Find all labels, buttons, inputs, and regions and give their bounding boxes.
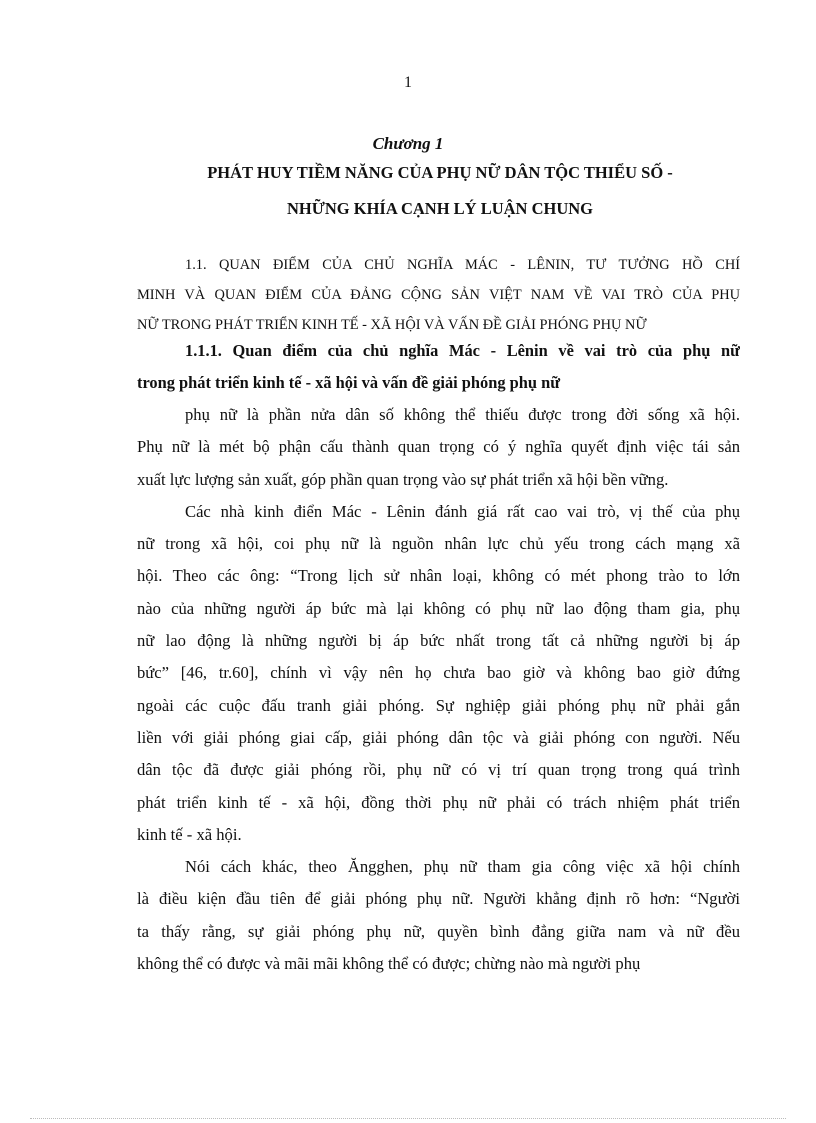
section-heading-line: 1.1. QUAN ĐIỂM CỦA CHỦ NGHĨA MÁC - LÊNIN, TƯ TƯỞNG HỒ CHÍ [185,257,740,273]
body-line: bức” [46, tr.60], chính vì vậy nên họ chưa bao giờ và không bao giờ đứng [137,663,740,683]
body-line: ta thấy rằng, sự giải phóng phụ nữ, quyền bình đẳng giữa nam và nữ đều [137,921,740,941]
section-heading-line: MINH VÀ QUAN ĐIỂM CỦA ĐẢNG CỘNG SẢN VIỆT NAM VỀ VAI TRÒ CỦA PHỤ [137,287,740,303]
body-line: ngoài các cuộc đấu tranh giải phóng. Sự nghiệp giải phóng phụ nữ phải gắn [137,695,740,715]
body-line: là điều kiện đầu tiên để giải phóng phụ nữ. Người khẳng định rõ hơn: “Người [137,889,740,909]
body-line: kinh tế - xã hội. [137,824,242,844]
body-line: phát triển kinh tế - xã hội, đồng thời phụ nữ phải có trách nhiệm phát triển [137,792,740,812]
body-line: nữ trong xã hội, coi phụ nữ là nguồn nhân lực chủ yếu trong cách mạng xã [137,534,740,554]
body-line: xuất lực lượng sản xuất, góp phần quan trọng vào sự phát triển xã hội bền vững. [137,469,669,489]
subsection-heading-1-1-1 [137,335,740,399]
body-line: Nói cách khác, theo Ăngghen, phụ nữ tham gia công việc xã hội chính [185,857,740,877]
chapter-title-line-1: PHÁT HUY TIỀM NĂNG CỦA PHỤ NỮ DÂN TỘC THIỂU SỐ - [207,163,673,182]
page-bottom-rule [30,1118,786,1119]
body-line: Các nhà kinh điển Mác - Lênin đánh giá rất cao vai trò, vị thế của phụ [185,501,740,521]
chapter-title-line-2: NHỮNG KHÍA CẠNH LÝ LUẬN CHUNG [286,199,594,218]
subsection-heading-line: trong phát triển kinh tế - xã hội và vấn đề giải phóng phụ nữ [137,373,561,392]
body-text [137,399,740,980]
body-line: không thể có được và mãi mãi không thể có được; chừng nào mà người phụ [137,954,641,974]
body-line: phụ nữ là phần nửa dân số không thể thiếu được trong đời sống xã hội. [185,405,740,424]
body-line: liền với giải phóng giai cấp, giải phóng dân tộc và giải phóng con người. Nếu [137,727,740,747]
page-number: 1 [404,74,412,91]
body-line: nữ lao động là những người bị áp bức nhất trong tất cả những người bị áp [137,631,740,651]
subsection-heading-line: 1.1.1. Quan điểm của chủ nghĩa Mác - Lênin về vai trò của phụ nữ [185,341,740,360]
chapter-label: Chương 1 [372,134,444,153]
body-line: nào của những người áp bức mà lại không có phụ nữ lao động tham gia, phụ [137,598,740,618]
body-line: dân tộc đã được giải phóng rồi, phụ nữ có vị trí quan trọng trong quá trình [137,760,740,780]
section-heading-1-1 [137,250,740,340]
section-heading-line: NỮ TRONG PHÁT TRIỂN KINH TẾ - XÃ HỘI VÀ VẤN ĐỀ GIẢI PHÓNG PHỤ NỮ [137,317,647,333]
body-line: hội. Theo các ông: “Trong lịch sử nhân loại, không có mét phong trào to lớn [137,566,740,586]
body-line: Phụ nữ là mét bộ phận cấu thành quan trọng có ý nghĩa quyết định việc tái sản [137,437,740,457]
